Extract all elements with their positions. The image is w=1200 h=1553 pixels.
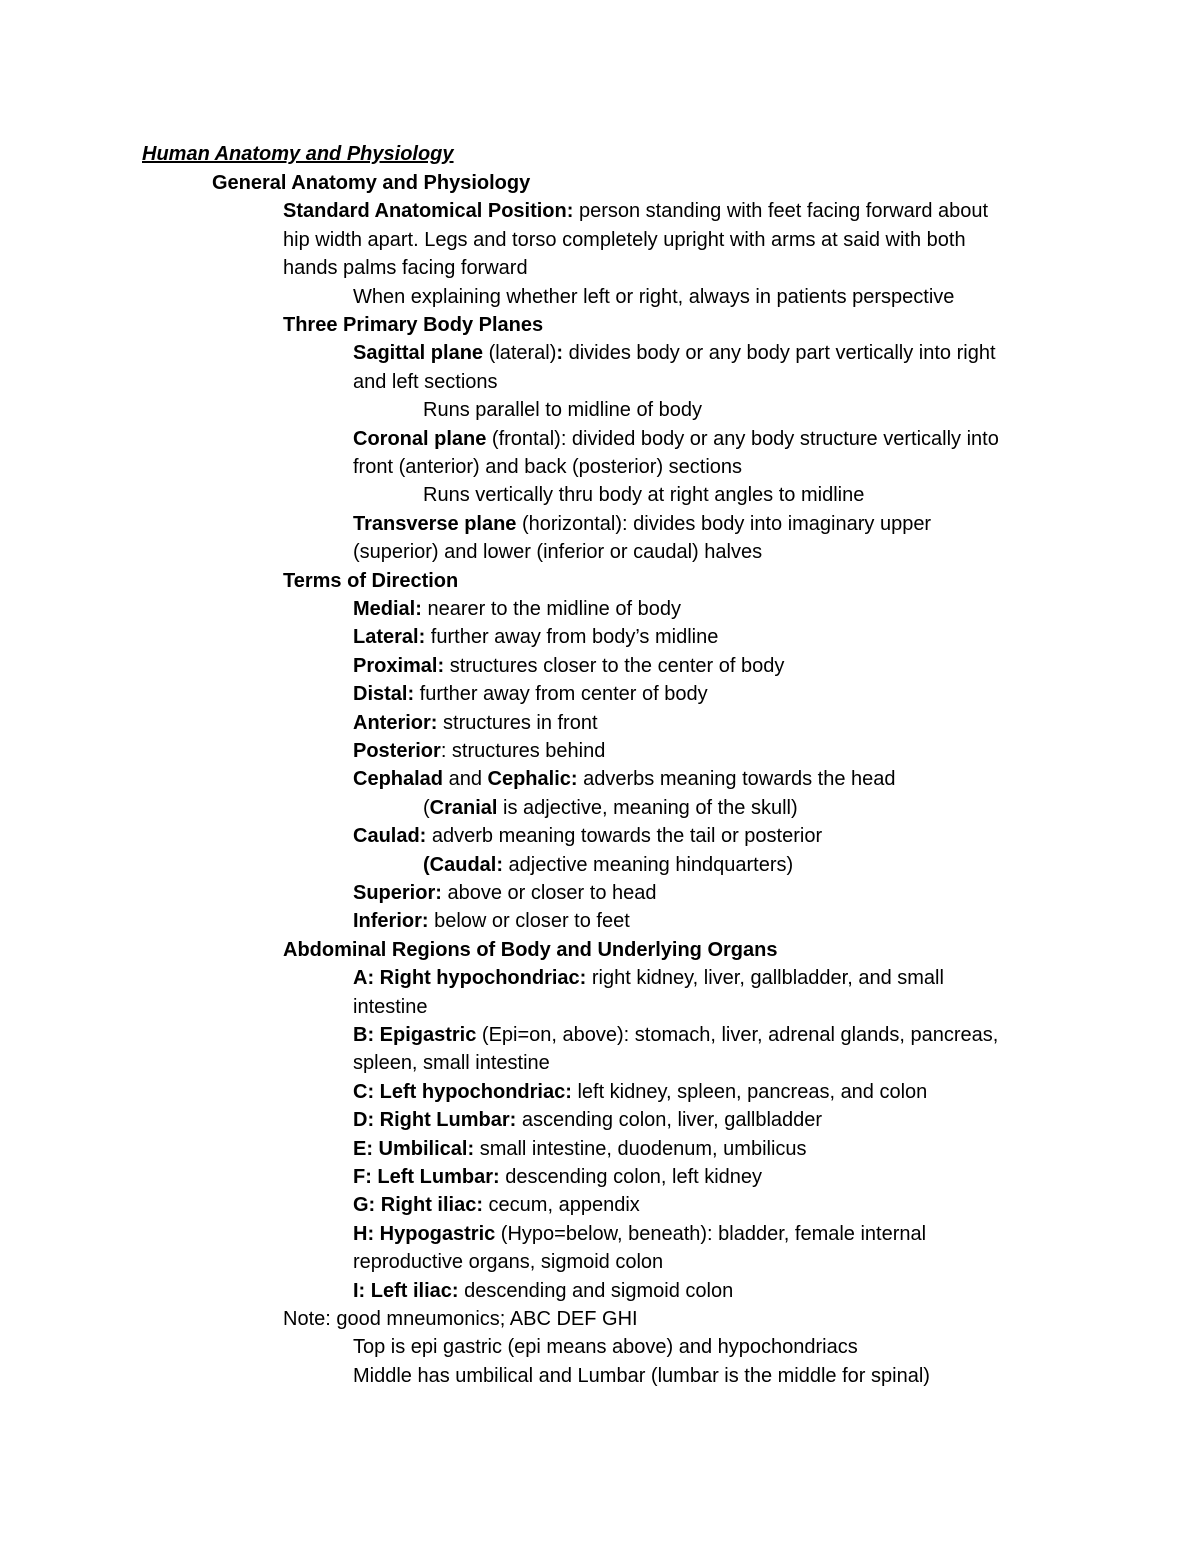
text-segment: and — [443, 768, 488, 791]
text-segment: below or closer to feet — [428, 910, 630, 933]
text-segment: Top is epi gastric (epi means above) and hypochondriacs — [353, 1336, 858, 1359]
line-text — [353, 964, 944, 992]
text-segment: : structures behind — [440, 740, 606, 762]
bold-term: Lateral: — [353, 626, 426, 649]
text-segment: adverb meaning towards the tail or posterior — [426, 825, 823, 848]
document-title: Human Anatomy and Physiology — [142, 143, 454, 165]
line-text — [353, 1021, 998, 1049]
text-segment: ascending colon, liver, gallbladder — [516, 1109, 823, 1132]
text-segment: (superior) and lower (inferior or caudal) halves — [353, 541, 763, 564]
text-segment: (Hypo=below, beneath): bladder, female internal — [495, 1222, 927, 1245]
text-segment: front (anterior) and back (posterior) sections — [353, 456, 743, 478]
text-segment: adverbs meaning towards the head — [577, 768, 896, 791]
text-segment: above or closer to head — [441, 882, 657, 904]
bold-term: Coronal plane — [353, 427, 487, 450]
line-text — [353, 453, 742, 481]
line-text — [353, 1049, 550, 1077]
text-segment: Runs parallel to midline of body — [423, 399, 703, 422]
line-text — [353, 907, 630, 935]
line-text — [353, 1277, 733, 1305]
bold-term: D: Right Lumbar: — [353, 1109, 517, 1132]
line-text — [353, 623, 718, 651]
bold-term: Cranial — [429, 796, 498, 819]
line-text — [353, 283, 954, 311]
text-segment: small intestine, duodenum, umbilicus — [474, 1137, 807, 1160]
line-text — [283, 254, 528, 282]
bold-term: Standard Anatomical Position: — [283, 200, 574, 223]
line-text — [353, 993, 428, 1021]
text-segment: (horizontal): divides body into imaginary upper — [516, 512, 932, 535]
text-segment: ( — [423, 796, 430, 819]
bold-term: Distal: — [353, 683, 415, 706]
bold-term: Anterior: — [353, 711, 438, 734]
text-segment: further away from center of body — [414, 683, 708, 706]
text-segment: Middle has umbilical and Lumbar (lumbar is the middle for spinal) — [353, 1364, 930, 1387]
text-segment: left kidney, spleen, pancreas, and colon — [571, 1080, 928, 1103]
line-text — [423, 396, 702, 424]
line-text — [353, 709, 598, 737]
text-segment: intestine — [353, 995, 428, 1018]
line-text — [353, 879, 657, 907]
line-text — [353, 680, 708, 708]
bold-term: Superior: — [353, 882, 442, 904]
line-text — [353, 1078, 927, 1106]
bold-term: General Anatomy and Physiology — [212, 172, 531, 194]
bold-term: C: Left hypochondriac: — [353, 1080, 572, 1103]
line-text — [353, 737, 605, 765]
line-text — [353, 510, 931, 538]
bold-term: Posterior — [353, 740, 441, 762]
bold-term: E: Umbilical: — [353, 1137, 475, 1160]
text-segment: spleen, small intestine — [353, 1052, 550, 1075]
line-text — [353, 1191, 640, 1219]
line-text — [283, 226, 966, 254]
line-text — [423, 851, 793, 879]
text-segment: cecum, appendix — [483, 1194, 640, 1217]
line-text — [283, 311, 543, 339]
line-text — [353, 368, 498, 396]
bold-term: Abdominal Regions of Body and Underlying Organs — [283, 938, 778, 961]
text-segment: structures in front — [437, 711, 598, 734]
bold-term: F: Left Lumbar: — [353, 1166, 500, 1188]
text-segment: descending and sigmoid colon — [458, 1279, 734, 1302]
line-text — [353, 1248, 663, 1276]
bold-term: Inferior: — [353, 910, 429, 933]
bold-term: : — [556, 342, 564, 365]
bold-term: Medial: — [353, 598, 422, 620]
line-text — [353, 339, 996, 367]
line-text — [353, 1106, 822, 1134]
text-segment: structures closer to the center of body — [444, 654, 785, 677]
text-segment: (frontal): divided body or any body structure vertically into — [486, 427, 999, 450]
bold-term: H: Hypogastric — [353, 1222, 496, 1245]
line-text — [283, 197, 988, 225]
text-segment: person standing with feet facing forward about — [573, 200, 989, 223]
bold-term: Proximal: — [353, 654, 445, 677]
text-segment: hands palms facing forward — [283, 257, 528, 280]
text-segment: (lateral) — [483, 342, 557, 365]
bold-term: Cephalic: — [487, 768, 578, 791]
bold-term: A: Right hypochondriac: — [353, 967, 587, 990]
text-segment: (Epi=on, above): stomach, liver, adrenal glands, pancreas, — [476, 1024, 999, 1046]
text-segment: further away from body’s midline — [425, 626, 719, 649]
line-text — [353, 652, 784, 680]
line-text — [353, 1163, 762, 1191]
text-segment: Runs vertically thru body at right angles to midline — [423, 484, 865, 507]
bold-term: Sagittal plane — [353, 342, 484, 365]
bold-term: Caulad: — [353, 825, 427, 848]
line-text — [353, 1333, 858, 1361]
bold-term: Cephalad — [353, 768, 444, 791]
bold-term: Three Primary Body Planes — [283, 314, 544, 336]
line-text — [423, 794, 798, 822]
text-segment: is adjective, meaning of the skull) — [497, 796, 798, 819]
text-segment: When explaining whether left or right, always in patients perspective — [353, 285, 955, 308]
text-segment: divides body or any body part vertically into right — [563, 342, 996, 365]
line-text — [283, 567, 458, 595]
bold-term: I: Left iliac: — [353, 1279, 459, 1302]
line-text — [212, 169, 530, 197]
text-segment: adjective meaning hindquarters) — [503, 853, 794, 876]
text-segment: Note: good mneumonics; ABC DEF GHI — [283, 1308, 638, 1330]
line-text — [353, 765, 896, 793]
line-text — [283, 936, 777, 964]
line-text — [353, 595, 681, 623]
bold-term: Terms of Direction — [283, 569, 459, 592]
text-segment: hip width apart. Legs and torso completely upright with arms at said with both — [283, 228, 966, 251]
line-text — [283, 1305, 638, 1333]
bold-term: (Caudal: — [423, 853, 503, 876]
text-segment: reproductive organs, sigmoid colon — [353, 1251, 664, 1274]
line-text — [353, 425, 999, 453]
bold-term: B: Epigastric — [353, 1024, 477, 1046]
text-segment: and left sections — [353, 370, 498, 393]
text-segment: nearer to the midline of body — [421, 598, 681, 620]
line-text — [353, 538, 762, 566]
bold-term: Transverse plane — [353, 512, 517, 535]
bold-term: G: Right iliac: — [353, 1194, 483, 1217]
line-text — [423, 481, 864, 509]
line-text — [353, 1135, 807, 1163]
line-text — [353, 822, 822, 850]
text-segment: descending colon, left kidney — [499, 1166, 763, 1188]
line-text — [353, 1220, 926, 1248]
line-text — [353, 1362, 930, 1390]
text-segment: right kidney, liver, gallbladder, and small — [586, 967, 944, 990]
